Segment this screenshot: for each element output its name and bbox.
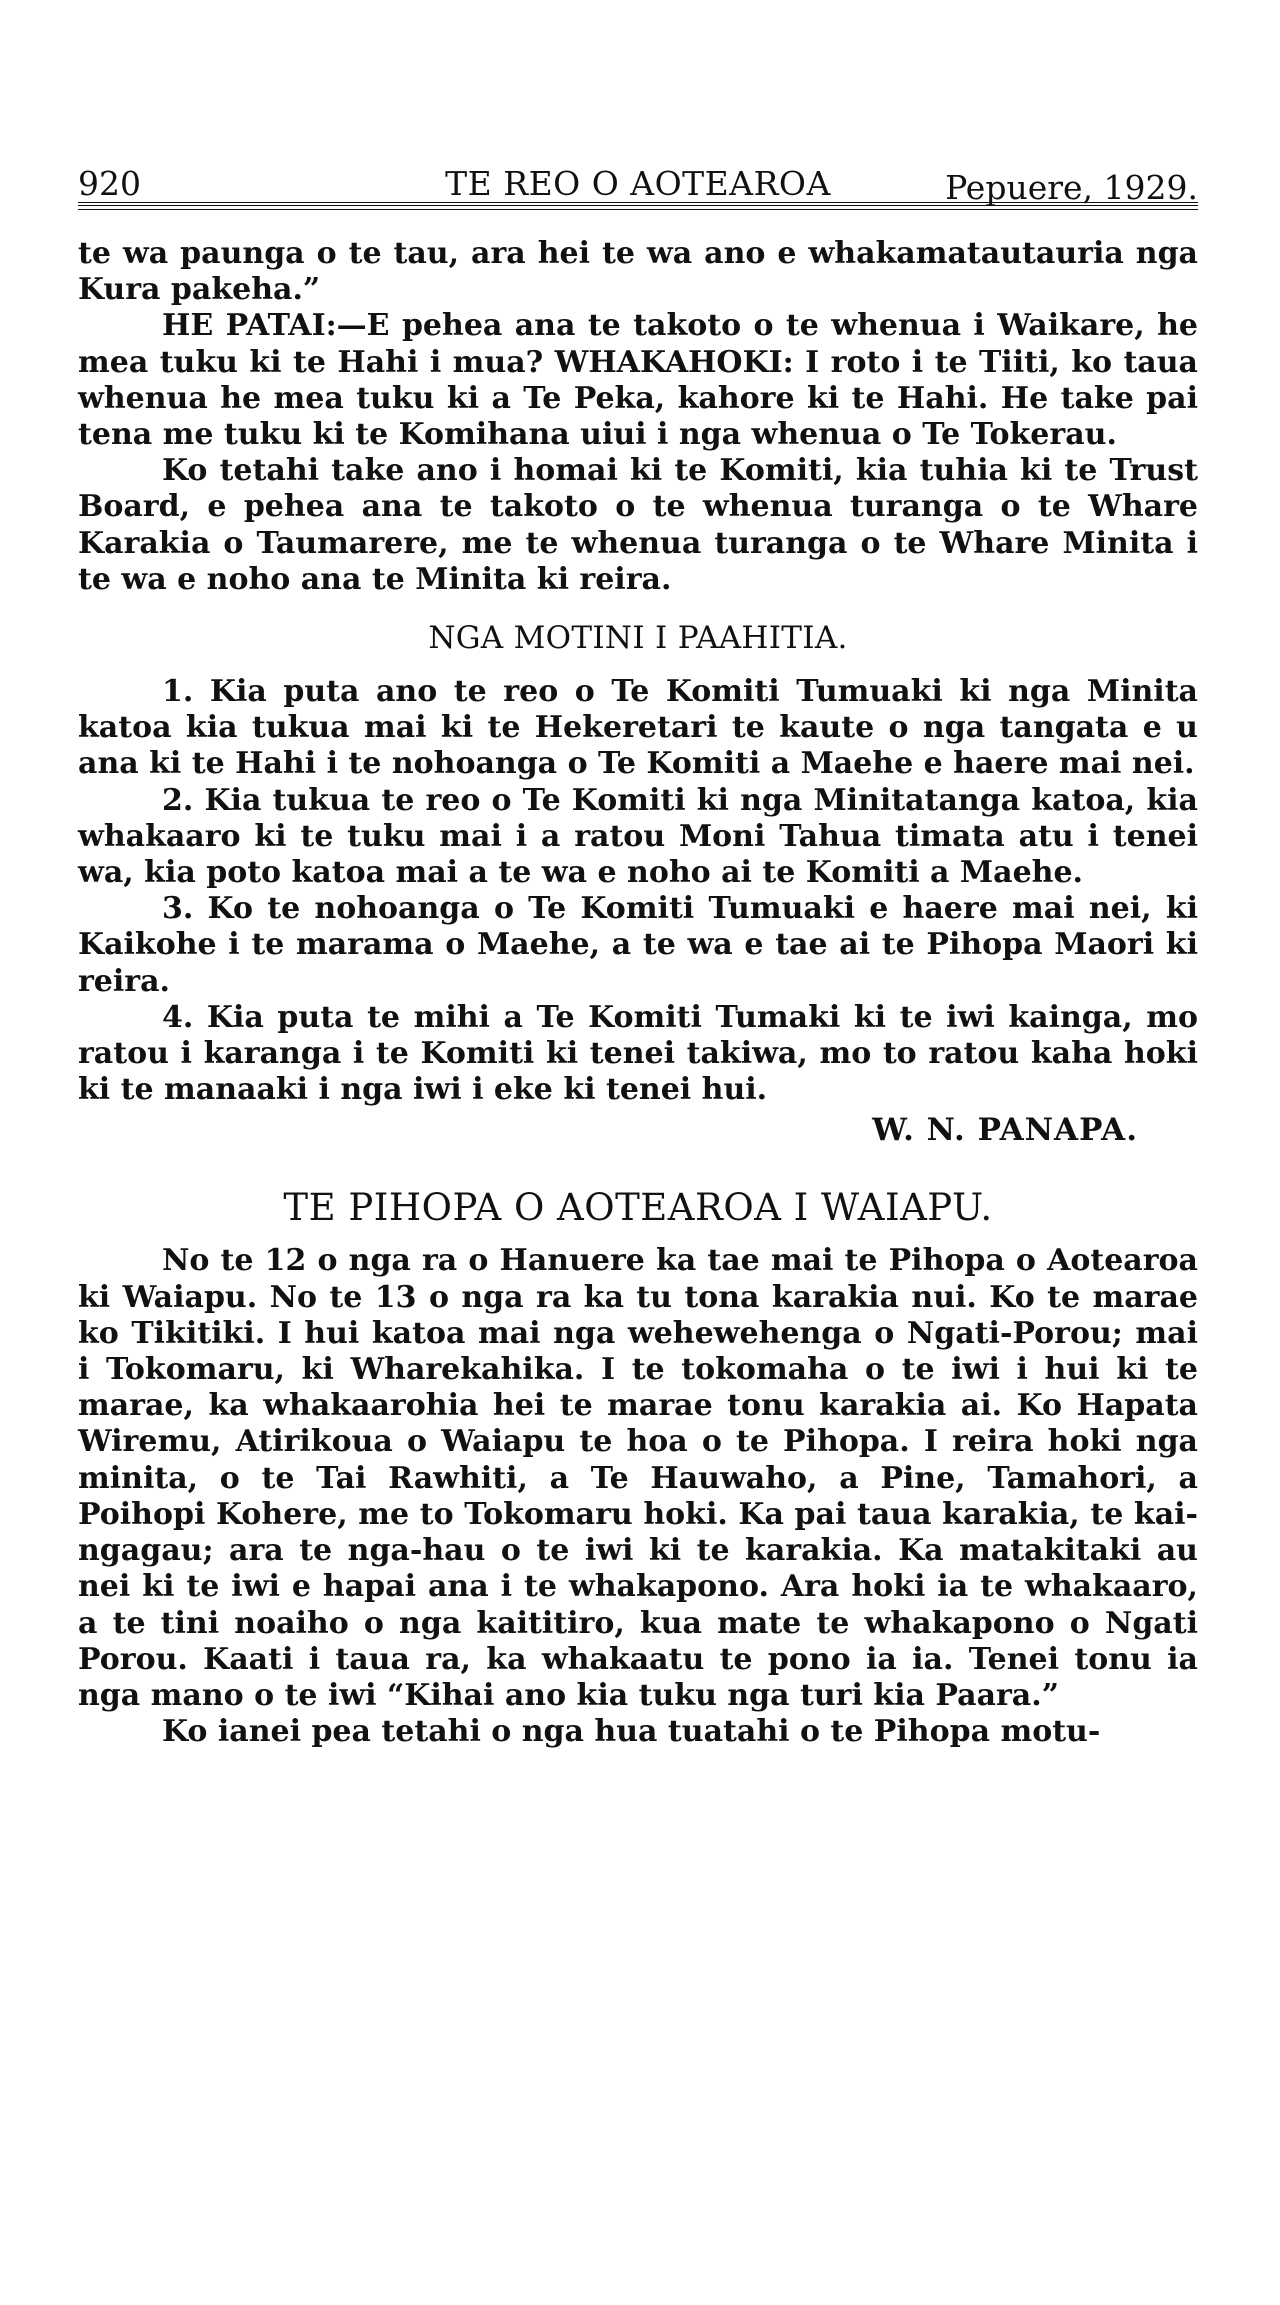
paragraph: te wa paunga o te tau, ara hei te wa ano e whakamatautauria nga Kura pakeha.” <box>78 236 1198 308</box>
page-header <box>78 150 1198 207</box>
page-number: 920 <box>78 164 141 203</box>
motions-list <box>78 674 1198 1108</box>
paragraph: Ko tetahi take ano i homai ki te Komiti, kia tuhia ki te Trust Board, e pehea ana te takoto o te whenua turanga o te Whare Karakia o Taumarere, me te whenua turanga o te Whare Minita i te wa e noho ana te Minita ki reira. <box>78 453 1198 597</box>
motion-item: 4. Kia puta te mihi a Te Komiti Tumaki ki te iwi kainga, mo ratou i karanga i te Komiti ki tenei takiwa, mo to ratou kaha hoki ki te manaaki i nga iwi i eke ki tenei hui. <box>78 999 1198 1108</box>
journal-title: TE REO O AOTEAROA <box>445 164 831 203</box>
issue-date: Pepuere, 1929. <box>945 168 1198 207</box>
paragraph: Ko ianei pea tetahi o nga hua tuatahi o te Pihopa motu- <box>162 1714 1101 1750</box>
document-page <box>78 150 1198 1750</box>
motions-heading: NGA MOTINI I PAAHITIA. <box>428 620 848 657</box>
article-body <box>78 1243 1198 1750</box>
motion-item: 1. Kia puta ano te reo o Te Komiti Tumuaki ki nga Minita katoa kia tukua mai ki te Hekeretari te kaute o nga tangata e u ana ki te Hahi i te nohoanga o Te Komiti a Maehe e haere mai nei. <box>78 674 1198 782</box>
paragraph: No te 12 o nga ra o Hanuere ka tae mai te Pihopa o Aotearoa ki Waiapu. No te 13 o nga ra ka tu tona karakia nui. Ko te marae ko Tikitiki. I hui katoa mai nga wehewehenga o Ngati-Porou; mai i Tokomaru, ki Wharekahika. I te tokomaha o te iwi i hui ki te marae, ka whakaarohia hei te marae tonu karakia ai. Ko Hapata Wiremu, Atirikoua o Waiapu te hoa o te Pihopa. I reira hoki nga minita, o te Tai Rawhiti, a Te Hauwaho, a Pine, Tamahori, a Poihopi Kohere, me to Tokomaru hoki. Ka pai taua karakia, te kai-ngagau; ara te nga-hau o te iwi ki te karakia. Ka matakitaki au nei ki te iwi e hapai ana i te whakapono. Ara hoki ia te whakaaro, a te tini noaiho o nga kaititiro, kua mate te whakapono o Ngati Porou. Kaati i taua ra, ka whakaatu te pono ia ia. Tenei tonu ia nga mano o te iwi “Kihai ano kia tuku nga turi kia Paara.” <box>78 1243 1198 1713</box>
signature: W. N. PANAPA. <box>872 1112 1138 1149</box>
motion-item: 3. Ko te nohoanga o Te Komiti Tumuaki e haere mai nei, ki Kaikohe i te marama o Maehe, a te wa e tae ai te Pihopa Maori ki reira. <box>78 891 1198 999</box>
section-minutes <box>78 236 1198 598</box>
article-heading: TE PIHOPA O AOTEAROA I WAIAPU. <box>283 1186 993 1230</box>
motion-item: 2. Kia tukua te reo o Te Komiti ki nga Minitatanga katoa, kia whakaaro ki te tuku mai i a ratou Moni Tahua timata atu i tenei wa, kia poto katoa mai a te wa e noho ai te Komiti a Maehe. <box>78 782 1198 891</box>
paragraph: HE PATAI:—E pehea ana te takoto o te whenua i Waikare, he mea tuku ki te Hahi i mua? WHAKAHOKI: I roto i te Tiiti, ko taua whenua he mea tuku ki a Te Peka, kahore ki te Hahi. He take pai tena me tuku ki te Komihana uiui i nga whenua o Te Tokerau. <box>78 308 1198 453</box>
